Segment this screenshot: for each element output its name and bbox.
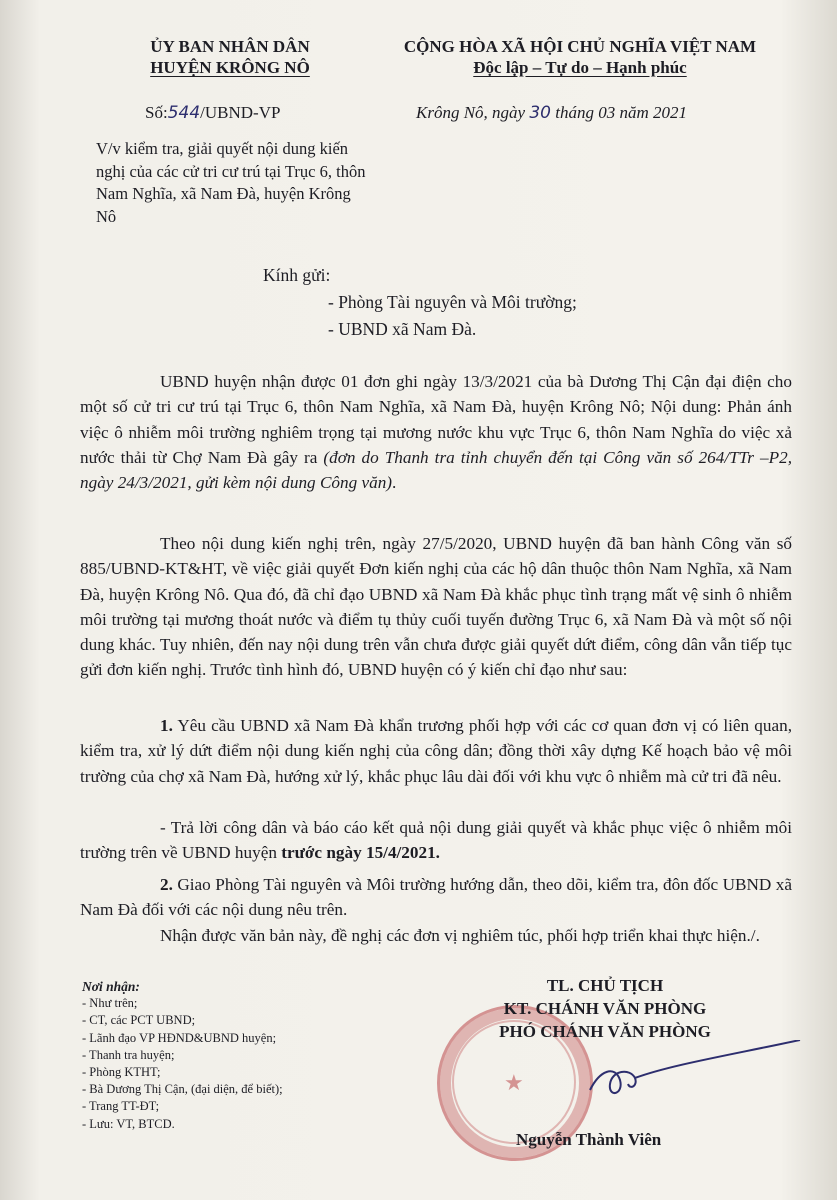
- recipients-item: - CT, các PCT UBND;: [82, 1013, 196, 1028]
- signature-line3: PHÓ CHÁNH VĂN PHÒNG: [499, 1022, 711, 1041]
- national-title: CỘNG HÒA XÃ HỘI CHỦ NGHĨA VIỆT NAM: [403, 37, 757, 56]
- signature-line2: KT. CHÁNH VĂN PHÒNG: [503, 999, 707, 1018]
- recipients-item: - Như trên;: [82, 996, 138, 1011]
- signature-line1: TL. CHỦ TỊCH: [546, 976, 664, 995]
- handwritten-signature: [560, 1040, 810, 1110]
- paragraph-1: UBND huyện nhận được 01 đơn ghi ngày 13/3/2021 của bà Dương Thị Cận đại điện cho một số cử tri cư trú tại Trục 6, thôn Nam Nghĩa, xã Nam Đà, huyện Krông Nô; Nội dung: Phản ánh việc ô nhiễm môi trường nghiêm trọng tại mương nước khu vực Trục 6, thôn Nam Nghĩa do việc xả nước thải từ Chợ Nam Đà gây ra (đơn do Thanh tra tỉnh chuyển đến tại Công văn số 264/TTr –P2, ngày 24/3/2021, gửi kèm nội dung Công văn).: [80, 372, 792, 493]
- recipients-list-title: Nơi nhận:: [82, 979, 140, 994]
- paragraph-4: - Trả lời công dân và báo cáo kết quả nội dung giải quyết và khắc phục việc ô nhiễm môi trường trên về UBND huyện trước ngày 15/4/2021.: [80, 818, 792, 863]
- paragraph-5: 2. Giao Phòng Tài nguyên và Môi trường hướng dẫn, theo dõi, kiểm tra, đôn đốc UBND xã Nam Đà đối với các nội dung nêu trên.: [80, 875, 792, 920]
- national-motto: Độc lập – Tự do – Hạnh phúc: [473, 58, 687, 77]
- paragraph-3: 1. Yêu cầu UBND xã Nam Đà khẩn trương phối hợp với các cơ quan đơn vị có liên quan, kiểm tra, xử lý dứt điểm nội dung kiến nghị của công dân; đồng thời xây dựng Kế hoạch bảo vệ môi trường của chợ xã Nam Đà, hướng xử lý, khắc phục lâu dài đối với khu vực ô nhiễm mà cử tri đã nêu.: [80, 716, 792, 786]
- national-header: [380, 36, 780, 78]
- issuer-block: [105, 36, 355, 78]
- recipients-item: - Phòng KTHT;: [82, 1065, 161, 1080]
- signature-block: [440, 974, 770, 1043]
- recipient-1: - Phòng Tài nguyên và Môi trường;: [328, 292, 577, 312]
- handwritten-number: 544: [167, 103, 201, 123]
- paragraph-2: Theo nội dung kiến nghị trên, ngày 27/5/2020, UBND huyện đã ban hành Công văn số 885/UBND-KT&HT, về việc giải quyết Đơn kiến nghị của các hộ dân thuộc thôn Nam Nghĩa, xã Nam Đà, huyện Krông Nô. Qua đó, đã chỉ đạo UBND xã Nam Đà khắc phục tình trạng mất vệ sinh ô nhiễm môi trường tại mương thoát nước và điểm tụ thủy cuối tuyến đường Trục 6, xã Nam Đà và một số nội dung khác. Tuy nhiên, đến nay nội dung trên vẫn chưa được giải quyết dứt điểm, công dân vẫn tiếp tục gửi đơn kiến nghị. Trước tình hình đó, UBND huyện có ý kiến chỉ đạo như sau:: [80, 534, 792, 680]
- recipients-item: - Bà Dương Thị Cận, (đại diện, để biết);: [82, 1082, 283, 1097]
- issuer-line2: HUYỆN KRÔNG NÔ: [150, 58, 310, 77]
- recipients-item: - Thanh tra huyện;: [82, 1047, 175, 1062]
- date-line: Krông Nô, ngày 30 tháng 03 năm 2021: [416, 103, 687, 123]
- signer-name: Nguyễn Thành Viên: [516, 1130, 662, 1149]
- handwritten-day: 30: [529, 103, 551, 123]
- recipients-item: - Lưu: VT, BTCD.: [82, 1116, 175, 1131]
- kinh-gui-label: Kính gửi:: [263, 265, 331, 285]
- recipients-item: - Trang TT-ĐT;: [82, 1099, 160, 1114]
- paragraph-6: Nhận được văn bản này, đề nghị các đơn vị nghiêm túc, phối hợp triển khai thực hiện./.: [160, 926, 760, 945]
- issuer-line1: ỦY BAN NHÂN DÂN: [150, 37, 310, 56]
- document-number: Số:544/UBND-VP: [145, 103, 281, 123]
- subject-line: V/v kiểm tra, giải quyết nội dung kiến nghị của các cử tri cư trú tại Trục 6, thôn Nam Nghĩa, xã Nam Đà, huyện Krông Nô: [96, 139, 366, 226]
- recipient-2: - UBND xã Nam Đà.: [328, 319, 477, 339]
- recipients-item: - Lãnh đạo VP HĐND&UBND huyện;: [82, 1030, 277, 1045]
- recipients-list: [82, 978, 402, 1133]
- seal-star-icon: ★: [504, 1070, 524, 1095]
